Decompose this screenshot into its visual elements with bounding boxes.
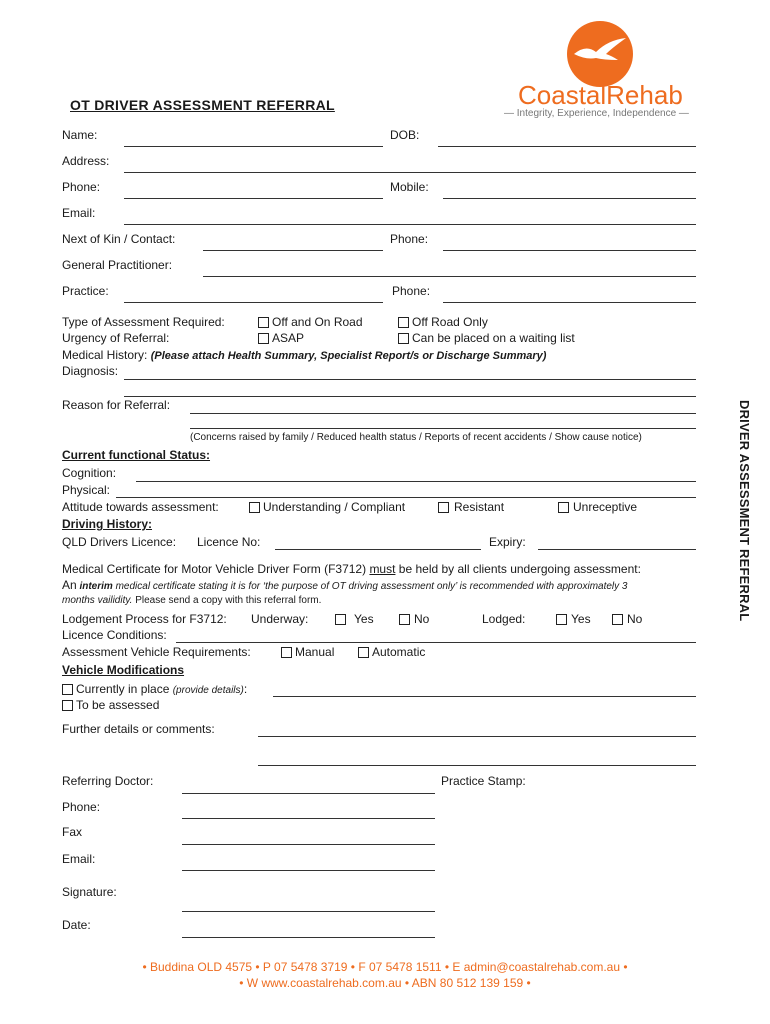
- practice-phone-label: Phone:: [392, 284, 431, 298]
- footer-line-1: [0, 960, 770, 974]
- manual-label: Manual: [295, 645, 335, 659]
- licence-label: QLD Drivers Licence:: [62, 535, 177, 549]
- underway-label: Underway:: [251, 612, 309, 626]
- footer-bullet: •: [623, 960, 628, 974]
- medical-history-label: [62, 348, 546, 363]
- reason-note: (Concerns raised by family / Reduced health status / Reports of recent accidents / Show cause notice): [190, 432, 642, 443]
- conditions-field[interactable]: [176, 642, 696, 643]
- medical-history-note: (Please attach Health Summary, Specialist Report/s or Discharge Summary): [150, 350, 547, 362]
- driving-heading: Driving History:: [62, 517, 153, 531]
- interim-b: interim: [79, 581, 113, 592]
- cognition-label: Cognition:: [62, 466, 117, 480]
- waitlist-label: Can be placed on a waiting list: [412, 331, 575, 345]
- underway-no-checkbox[interactable]: [399, 614, 410, 625]
- practice-phone-field[interactable]: [443, 302, 696, 303]
- reason-field[interactable]: [190, 413, 696, 414]
- kin-phone-field[interactable]: [443, 250, 696, 251]
- assessment-type-label: Type of Assessment Required:: [62, 315, 225, 329]
- to-assess-label: To be assessed: [76, 698, 160, 712]
- address-field[interactable]: [124, 172, 696, 173]
- footer-w: • W: [239, 976, 259, 990]
- interim-e: Please send a copy with this referral form.: [135, 595, 322, 606]
- name-field[interactable]: [124, 146, 383, 147]
- practice-label: Practice:: [62, 284, 109, 298]
- ref-email-field[interactable]: [182, 870, 435, 871]
- attitude-label: Attitude towards assessment:: [62, 500, 219, 514]
- in-place-label: Currently in place (provide details):: [76, 682, 248, 696]
- resistant-checkbox[interactable]: [438, 502, 449, 513]
- to-assess-checkbox[interactable]: [62, 700, 73, 711]
- cert-part-a: Medical Certificate for Motor Vehicle Driver Form (F3712): [62, 562, 367, 576]
- stamp-label: Practice Stamp:: [441, 774, 526, 788]
- signature-label: Signature:: [62, 885, 117, 899]
- further-label: Further details or comments:: [62, 722, 215, 736]
- lodged-yes-checkbox[interactable]: [556, 614, 567, 625]
- certificate-text: [62, 562, 641, 576]
- fax-label: Fax: [62, 825, 83, 839]
- phone-field[interactable]: [124, 198, 383, 199]
- name-label: Name:: [62, 128, 98, 142]
- resistant-label: Resistant: [454, 500, 505, 514]
- lodged-label: Lodged:: [482, 612, 526, 626]
- conditions-label: Licence Conditions:: [62, 628, 167, 642]
- footer-address: • Buddina OLD 4575 • P 07 5478 3719 • F 07 5478 1511 • E: [142, 960, 461, 974]
- diagnosis-field-2[interactable]: [124, 396, 696, 397]
- physical-label: Physical:: [62, 483, 111, 497]
- understanding-checkbox[interactable]: [249, 502, 260, 513]
- physical-field[interactable]: [116, 497, 696, 498]
- asap-checkbox[interactable]: [258, 333, 269, 344]
- licence-no-label: Licence No:: [197, 535, 261, 549]
- in-place-text: Currently in place: [76, 682, 170, 696]
- reason-label: Reason for Referral:: [62, 398, 171, 412]
- lodged-yes-label: Yes: [571, 612, 591, 626]
- further-field[interactable]: [258, 736, 696, 737]
- onroad-label: Off and On Road: [272, 315, 363, 329]
- footer-email-link[interactable]: admin@coastalrehab.com.au: [463, 960, 620, 974]
- doctor-label: Referring Doctor:: [62, 774, 154, 788]
- cognition-field[interactable]: [136, 481, 696, 482]
- expiry-field[interactable]: [538, 549, 696, 550]
- functional-heading: Current functional Status:: [62, 448, 211, 462]
- in-place-checkbox[interactable]: [62, 684, 73, 695]
- diagnosis-field[interactable]: [124, 379, 696, 380]
- licence-no-field[interactable]: [275, 549, 481, 550]
- underway-yes-label: Yes: [354, 612, 374, 626]
- automatic-label: Automatic: [372, 645, 426, 659]
- dob-label: DOB:: [390, 128, 420, 142]
- interim-c: medical certificate stating it is for ‘the purpose of OT driving assessment only’ is recommended with approximately 3: [115, 581, 628, 592]
- understanding-label: Understanding / Compliant: [263, 500, 406, 514]
- unreceptive-checkbox[interactable]: [558, 502, 569, 513]
- phone-label: Phone:: [62, 180, 101, 194]
- kin-phone-label: Phone:: [390, 232, 429, 246]
- further-field-2[interactable]: [258, 765, 696, 766]
- cert-part-b: be held by all clients undergoing assessment:: [398, 562, 641, 576]
- medical-history-text: Medical History:: [62, 348, 148, 362]
- provide-details-text: (provide details): [172, 685, 244, 696]
- onroad-checkbox[interactable]: [258, 317, 269, 328]
- interim-a: An: [62, 578, 77, 592]
- kin-label: Next of Kin / Contact:: [62, 232, 176, 246]
- diagnosis-label: Diagnosis:: [62, 364, 119, 378]
- kin-field[interactable]: [203, 250, 383, 251]
- footer-abn: • ABN 80 512 139 159 •: [404, 976, 531, 990]
- ref-phone-field[interactable]: [182, 818, 435, 819]
- ref-email-label: Email:: [62, 852, 96, 866]
- lodgement-label: Lodgement Process for F3712:: [62, 612, 227, 626]
- interim-text-2: [62, 594, 321, 608]
- vehicle-mod-heading: Vehicle Modifications: [62, 663, 185, 677]
- asap-label: ASAP: [272, 331, 305, 345]
- gp-label: General Practitioner:: [62, 258, 173, 272]
- email-label: Email:: [62, 206, 96, 220]
- unreceptive-label: Unreceptive: [573, 500, 638, 514]
- gp-field[interactable]: [203, 276, 696, 277]
- lodged-no-label: No: [627, 612, 643, 626]
- underway-no-label: No: [414, 612, 430, 626]
- offroad-label: Off Road Only: [412, 315, 488, 329]
- fax-field[interactable]: [182, 844, 435, 845]
- footer-web-link[interactable]: www.coastalrehab.com.au: [261, 976, 402, 990]
- mobile-field[interactable]: [443, 198, 696, 199]
- interim-text: [62, 578, 627, 594]
- footer-line-2: [0, 976, 770, 990]
- in-place-field[interactable]: [273, 696, 696, 697]
- signature-field[interactable]: [182, 911, 435, 912]
- side-title: DRIVER ASSESSMENT REFERRAL: [737, 400, 752, 622]
- page-title: OT DRIVER ASSESSMENT REFERRAL: [70, 97, 335, 113]
- brand-tagline: — Integrity, Experience, Independence —: [504, 108, 689, 119]
- manual-checkbox[interactable]: [281, 647, 292, 658]
- address-label: Address:: [62, 154, 110, 168]
- email-field[interactable]: [124, 224, 696, 225]
- mobile-label: Mobile:: [390, 180, 429, 194]
- underway-yes-checkbox[interactable]: [335, 614, 346, 625]
- brand-name: CoastalRehab: [518, 80, 683, 110]
- doctor-field[interactable]: [182, 793, 435, 794]
- lodged-no-checkbox[interactable]: [612, 614, 623, 625]
- reason-field-2[interactable]: [190, 428, 696, 429]
- offroad-checkbox[interactable]: [398, 317, 409, 328]
- vehicle-req-label: Assessment Vehicle Requirements:: [62, 645, 251, 659]
- date-label: Date:: [62, 918, 91, 932]
- urgency-label: Urgency of Referral:: [62, 331, 170, 345]
- interim-d: months vailidity.: [62, 595, 133, 606]
- automatic-checkbox[interactable]: [358, 647, 369, 658]
- dob-field[interactable]: [438, 146, 696, 147]
- cert-must: must: [369, 562, 396, 576]
- expiry-label: Expiry:: [489, 535, 526, 549]
- practice-field[interactable]: [124, 302, 383, 303]
- ref-phone-label: Phone:: [62, 800, 101, 814]
- date-field[interactable]: [182, 937, 435, 938]
- waitlist-checkbox[interactable]: [398, 333, 409, 344]
